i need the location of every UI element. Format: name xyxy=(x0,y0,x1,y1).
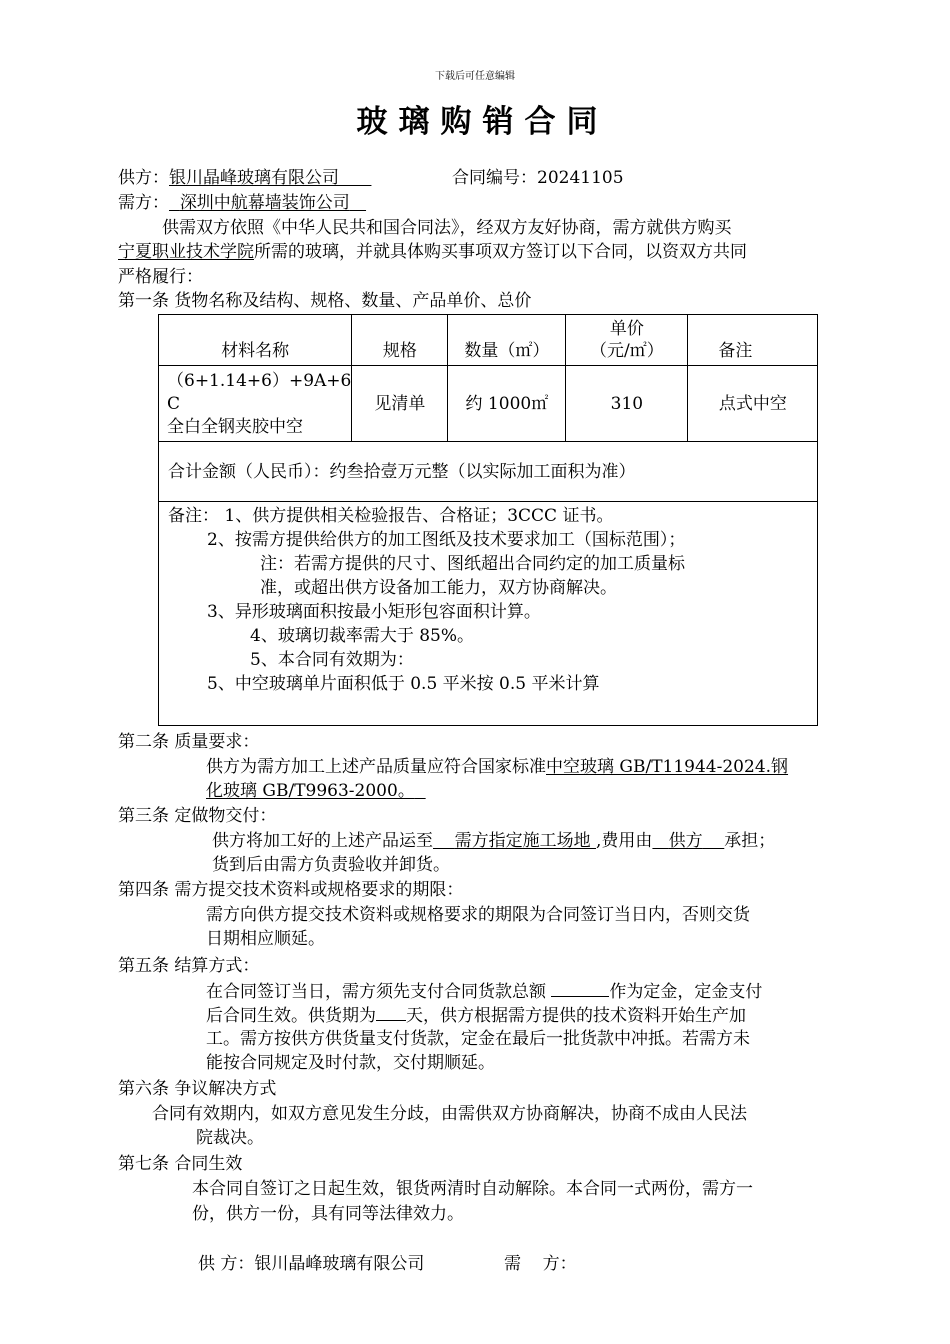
table-header-row xyxy=(159,315,818,366)
header-remark: 备注 xyxy=(688,315,818,366)
supplier-line xyxy=(118,167,371,189)
article-1-title: 第一条 货物名称及结构、规格、数量、产品单价、总价 xyxy=(118,291,532,311)
article-5-line-4: 能按合同规定及时付款，交付期顺延。 xyxy=(206,1053,495,1073)
article-5-title: 第五条 结算方式： xyxy=(118,956,260,976)
article-2-title: 第二条 质量要求： xyxy=(118,732,260,752)
article-6-title: 第六条 争议解决方式 xyxy=(118,1079,277,1099)
note-line-6: 4、玻璃切裁率需大于 85%。 xyxy=(250,626,475,646)
contract-no-value: 20241105 xyxy=(537,168,624,188)
note-line-2: 2、按需方提供给供方的加工图纸及技术要求加工（国标范围）； xyxy=(207,530,686,550)
intro-line-1: 供需双方依照《中华人民共和国合同法》，经双方友好协商，需方就供方购买 xyxy=(162,218,732,238)
delivery-place: 需方指定施工场地 xyxy=(454,831,597,851)
article-3-line-1: 供方将加工好的上述产品运至 需方指定施工场地 ,费用由 供方 承担； xyxy=(212,831,776,851)
article-7-title: 第七条 合同生效 xyxy=(118,1154,243,1174)
article-2-line-2 xyxy=(206,780,426,802)
total-amount: 合计金额（人民币）：约叁拾壹万元整（以实际加工面积为准） xyxy=(159,442,818,502)
quality-standard-2: 化玻璃 GB/T9963-2000。 xyxy=(206,781,415,801)
note-line-5: 3、异形玻璃面积按最小矩形包容面积计算。 xyxy=(207,602,541,622)
signature-buyer: 需 方： xyxy=(504,1254,577,1274)
cell-unit-price: 310 xyxy=(566,366,688,442)
header-unit-price: 单价 （元/㎡） xyxy=(566,315,688,366)
article-7-line-2: 份，供方一份，具有同等法律效力。 xyxy=(192,1204,464,1224)
contract-no-label: 合同编号： xyxy=(452,168,537,188)
cell-quantity: 约 1000㎡ xyxy=(448,366,566,442)
freight-payer: 供方 xyxy=(668,831,703,851)
cell-remark: 点式中空 xyxy=(688,366,818,442)
article-2-line-1: 供方为需方加工上述产品质量应符合国家标准中空玻璃 GB/T11944-2024.钢 xyxy=(206,757,789,777)
table-row xyxy=(159,366,818,442)
cell-spec: 见清单 xyxy=(352,366,448,442)
buyer-line xyxy=(118,192,366,214)
note-line-3: 注：若需方提供的尺寸、图纸超出合同约定的加工质量标 xyxy=(260,554,685,574)
contract-number xyxy=(452,167,624,189)
buyer-name: 深圳中航幕墙装饰公司 xyxy=(179,193,350,213)
notes-cell xyxy=(159,502,818,726)
deposit-blank xyxy=(551,980,609,997)
article-7-line-1: 本合同自签订之日起生效，银货两清时自动解除。本合同一式两份，需方一 xyxy=(192,1179,753,1199)
table-notes-row xyxy=(159,502,818,726)
article-6-line-2: 院裁决。 xyxy=(196,1128,264,1148)
intro-line-3: 严格履行： xyxy=(118,267,203,287)
note-line-8: 5、中空玻璃单片面积低于 0.5 平米按 0.5 平米计算 xyxy=(207,674,600,694)
note-line-1: 备注： 1、供方提供相关检验报告、合格证；3CCC 证书。 xyxy=(168,506,614,526)
article-5-line-3: 工。需方按供方供货量支付货款，定金在最后一批货款中冲抵。若需方未 xyxy=(206,1029,750,1049)
signature-supplier: 供 方：银川晶峰玻璃有限公司 xyxy=(198,1254,425,1274)
article-4-line-1: 需方向供方提交技术资料或规格要求的期限为合同签订当日内，否则交货 xyxy=(206,905,750,925)
article-4-title: 第四条 需方提交技术资料或规格要求的期限： xyxy=(118,880,464,900)
buyer-label: 需方： xyxy=(118,193,169,213)
supply-period-blank xyxy=(376,1004,406,1021)
header-note: 下载后可任意编辑 xyxy=(435,71,515,82)
note-line-7: 5、本合同有效期为： xyxy=(250,650,414,670)
header-spec: 规格 xyxy=(352,315,448,366)
cell-material: （6+1.14+6）+9A+6 C 全白全钢夹胶中空 xyxy=(159,366,352,442)
note-line-4: 准，或超出供方设备加工能力，双方协商解决。 xyxy=(260,578,617,598)
goods-table xyxy=(158,314,818,726)
article-3-title: 第三条 定做物交付： xyxy=(118,806,277,826)
article-6-line-1: 合同有效期内，如双方意见发生分歧，由需供双方协商解决，协商不成由人民法 xyxy=(152,1104,747,1124)
article-5-line-2: 后合同生效。供货期为 天，供方根据需方提供的技术资料开始生产加 xyxy=(206,1006,746,1026)
article-5-line-1: 在合同签订当日，需方须先支付合同货款总额 作为定金，定金支付 xyxy=(206,982,763,1002)
project-name: 宁夏职业技术学院 xyxy=(118,242,254,262)
table-total-row xyxy=(159,442,818,502)
article-4-line-2: 日期相应顺延。 xyxy=(206,929,325,949)
article-3-line-2: 货到后由需方负责验收并卸货。 xyxy=(212,855,450,875)
header-material: 材料名称 xyxy=(159,315,352,366)
supplier-label: 供方： xyxy=(118,168,169,188)
header-quantity: 数量（㎡） xyxy=(448,315,566,366)
intro-line-2: 宁夏职业技术学院所需的玻璃，并就具体购买事项双方签订以下合同，以资双方共同 xyxy=(118,242,747,262)
supplier-name: 银川晶峰玻璃有限公司 xyxy=(169,168,339,188)
document-title: 玻璃购销合同 xyxy=(356,104,609,140)
quality-standard-1: 中空玻璃 GB/T11944-2024.钢 xyxy=(546,757,789,777)
